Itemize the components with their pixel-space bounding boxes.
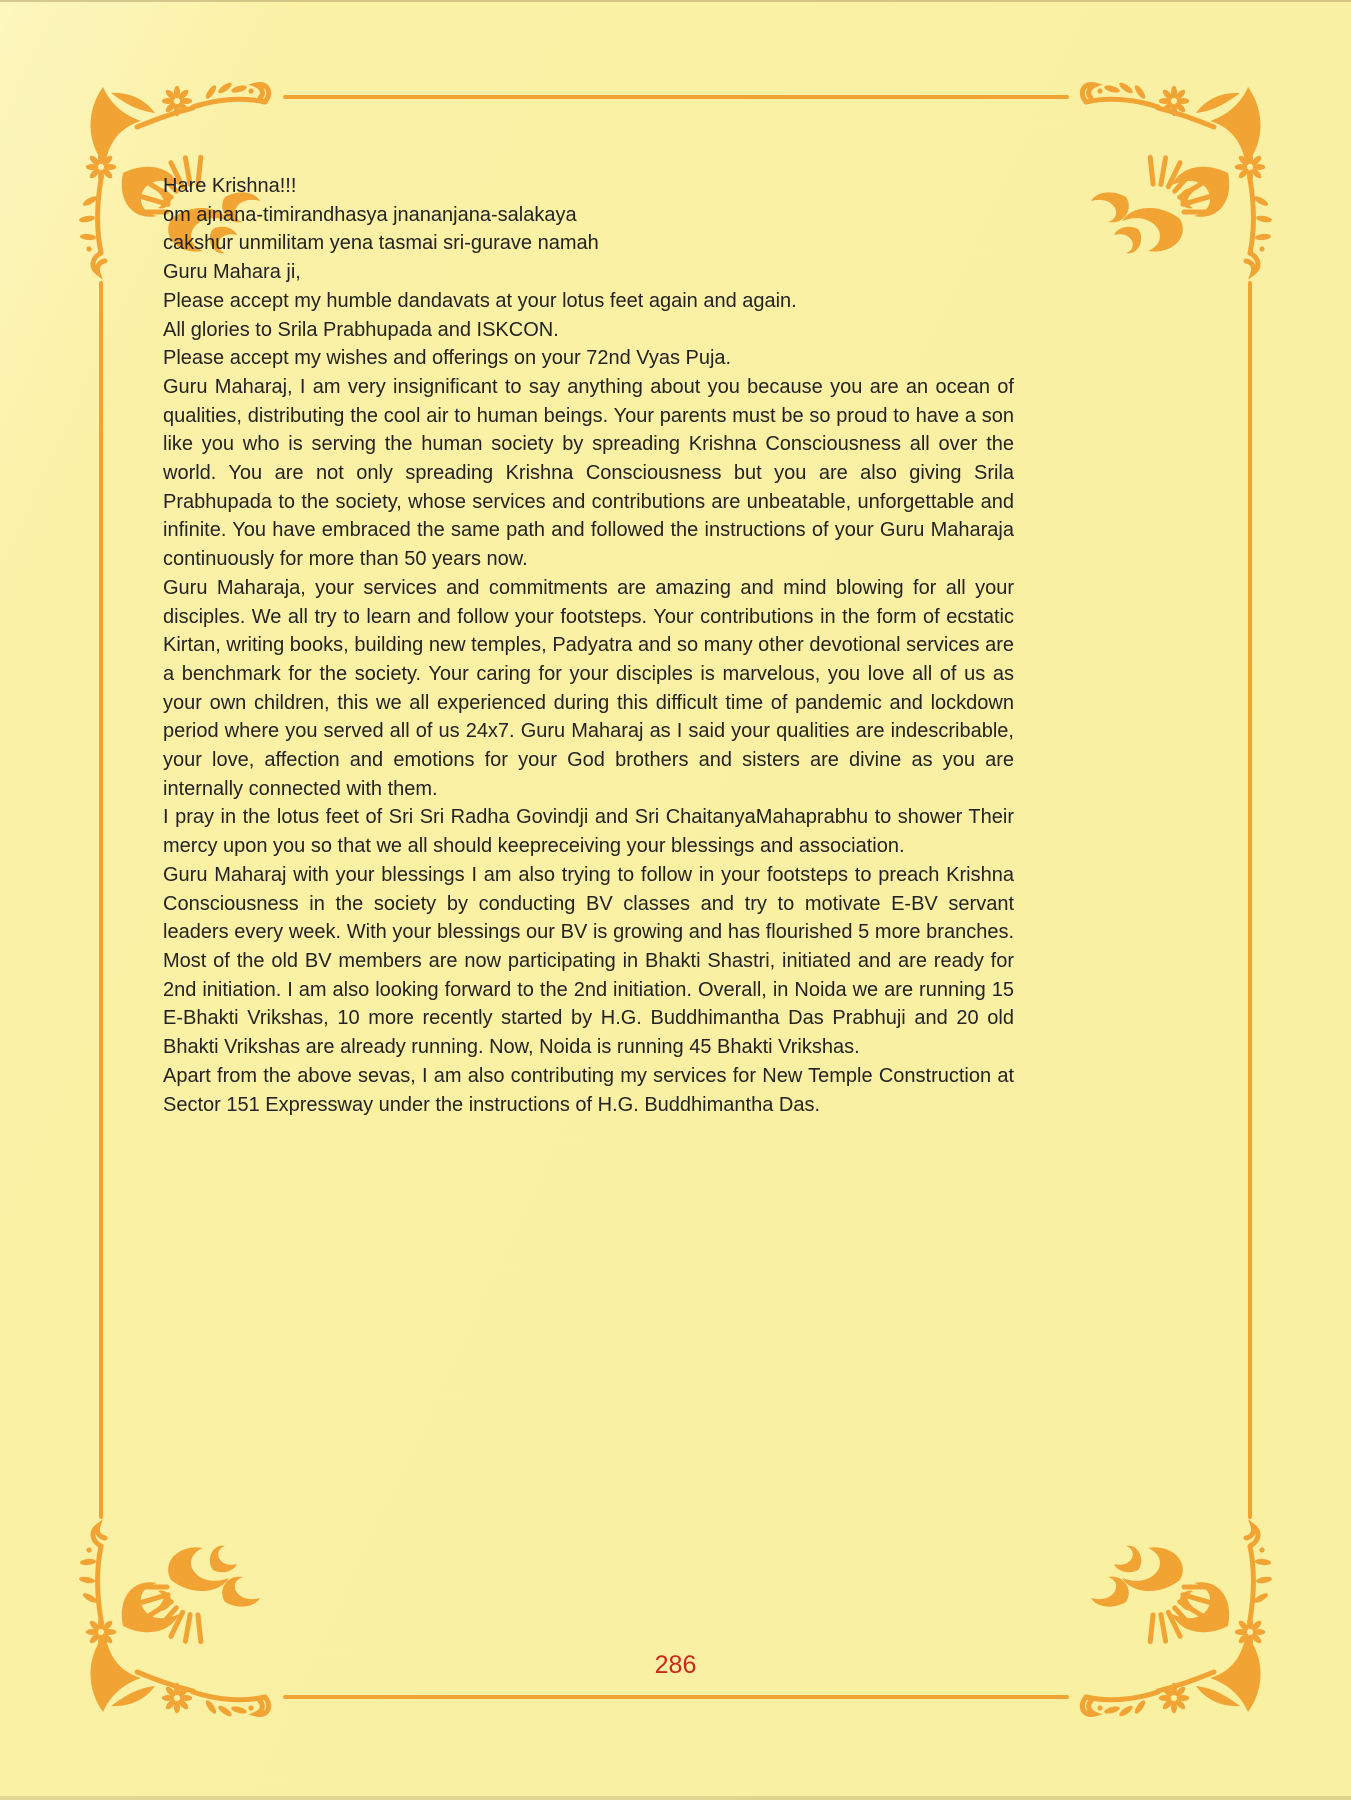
verse-line-2: cakshur unmilitam yena tasmai sri-gurave namah [163,232,599,255]
paragraph-4: Guru Maharaj with your blessings I am also trying to follow in your footsteps to preach Krishna Consciousness in the society by conducting BV classes and try to motivate E-BV servant leaders every week. With your blessings our BV is growing and has flourished 5 more branches. Most of the old BV members are now participating in Bhakti Shastri, initiated and are ready for 2nd initiation. I am also looking forward to the 2nd initiation. Overall, in Noida we are running 15 E-Bhakti Vrikshas, 10 more recently started by H.G. Buddhimantha Das Prabhuji and 20 old Bhakti Vrikshas are already running. Now, Noida is running 45 Bhakti Vrikshas. [163,863,1014,1059]
page-number: 286 [654,1651,697,1679]
letter-content [163,0,1014,1119]
intro-line-2: All glories to Srila Prabhupada and ISKCON. [163,318,559,341]
paragraph-1: Guru Maharaj, I am very insignificant to say anything about you because you are an ocean of qualities, distributing the cool air to human beings. Your parents must be so proud to have a son like you who is serving the human society by spreading Krishna Consciousness all over the world. You are not only spreading Krishna Consciousness but you are also giving Srila Prabhupada to the society, whose services and contributions are unbeatable, unforgettable and infinite. You have embraced the same path and followed the instructions of your Guru Maharaja continuously for more than 50 years now. [163,375,1014,571]
border-line-left [99,281,103,1519]
verse-line-1: om ajnana-timirandhasya jnananjana-salakaya [163,203,577,226]
border-line-bottom [283,1695,1069,1699]
scan-edge-bottom [0,1796,1351,1800]
border-line-right [1248,281,1252,1519]
intro-line-3: Please accept my wishes and offerings on your 72nd Vyas Puja. [163,347,732,370]
paragraph-3: I pray in the lotus feet of Sri Sri Radha Govindji and Sri ChaitanyaMahaprabhu to shower Their mercy upon you so that we all should keepreceiving your blessings and association. [163,806,1014,858]
floral-corner-ornament-bottom-left-icon [75,1512,285,1722]
floral-corner-ornament-bottom-right-icon [1066,1512,1276,1722]
salutation-line: Hare Krishna!!! [163,175,297,197]
floral-corner-ornament-top-right-icon [1066,77,1276,287]
paragraph-5: Apart from the above sevas, I am also contributing my services for New Temple Construction at Sector 151 Expressway under the instructions of H.G. Buddhimantha Das. [163,1064,1014,1116]
paragraph-2: Guru Maharaja, your services and commitments are amazing and mind blowing for all your disciples. We all try to learn and follow your footsteps. Your contributions in the form of ecstatic Kirtan, writing books, building new temples, Padyatra and so many other devotional services are a benchmark for the society. Your caring for your disciples is marvelous, you love all of us as your own children, this we all experienced during this difficult time of pandemic and lockdown period where you served all of us 24x7. Guru Maharaj as I said your qualities are indescribable, your love, affection and emotions for your God brothers and sisters are divine as you are internally connected with them. [163,576,1014,800]
intro-line-1: Please accept my humble dandavats at your lotus feet again and again. [163,289,797,312]
address-line: Guru Mahara ji, [163,261,301,284]
